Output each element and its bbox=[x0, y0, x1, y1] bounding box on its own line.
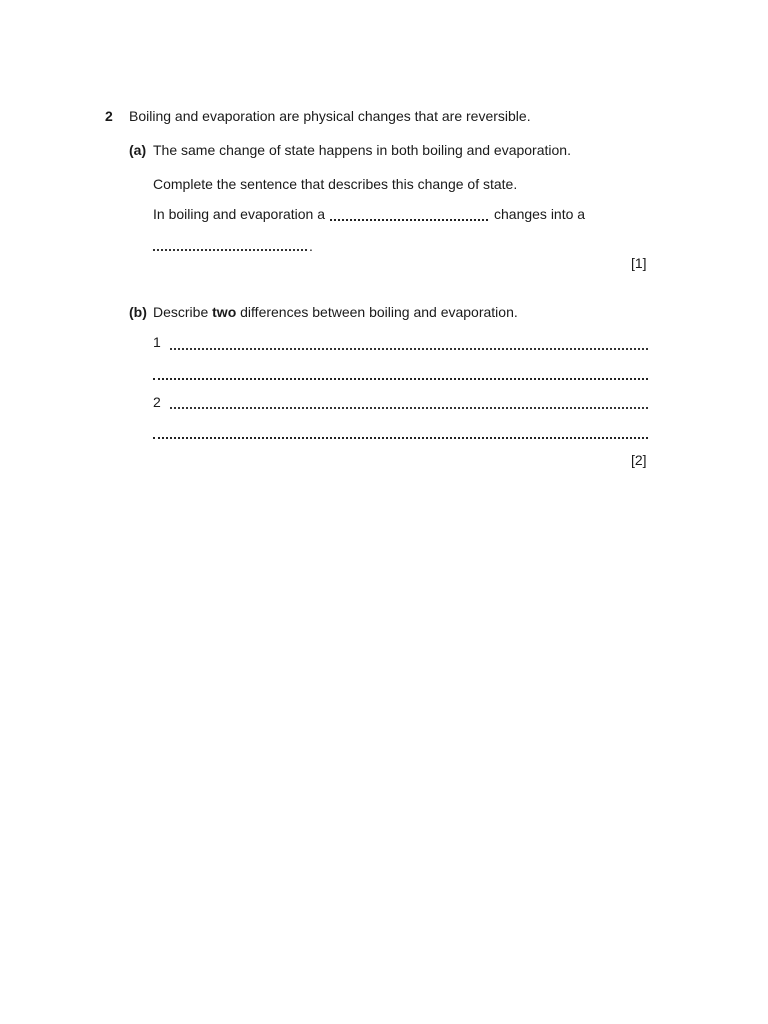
part-a-sentence-start: In boiling and evaporation a bbox=[153, 206, 326, 222]
part-b-text-bold: two bbox=[212, 304, 237, 320]
part-b-label: (b) bbox=[129, 304, 147, 320]
part-a-marks: [1] bbox=[631, 255, 647, 271]
part-b-marks: [2] bbox=[631, 452, 647, 468]
part-a-answer-line-1[interactable] bbox=[330, 219, 488, 221]
part-b-text-after: differences between boiling and evaporation. bbox=[240, 304, 518, 320]
answer-1-line-2[interactable] bbox=[153, 378, 648, 380]
part-b-text-before: Describe bbox=[153, 304, 209, 320]
part-a-sentence-middle: changes into a bbox=[494, 206, 586, 222]
answer-2-line-1[interactable] bbox=[170, 407, 648, 409]
answer-1-label: 1 bbox=[153, 334, 161, 350]
part-a-sentence-end: . bbox=[309, 238, 313, 254]
part-a-answer-line-2[interactable] bbox=[153, 249, 307, 251]
part-b-text bbox=[153, 303, 518, 321]
question-number: 2 bbox=[105, 108, 113, 124]
question-stem: Boiling and evaporation are physical changes that are reversible. bbox=[129, 108, 531, 124]
part-a-text: The same change of state happens in both boiling and evaporation. bbox=[153, 142, 571, 158]
part-a-label: (a) bbox=[129, 142, 147, 158]
part-a-instruction: Complete the sentence that describes this change of state. bbox=[153, 176, 518, 192]
answer-2-line-2[interactable] bbox=[153, 437, 648, 439]
answer-1-line-1[interactable] bbox=[170, 348, 648, 350]
answer-2-label: 2 bbox=[153, 394, 161, 410]
